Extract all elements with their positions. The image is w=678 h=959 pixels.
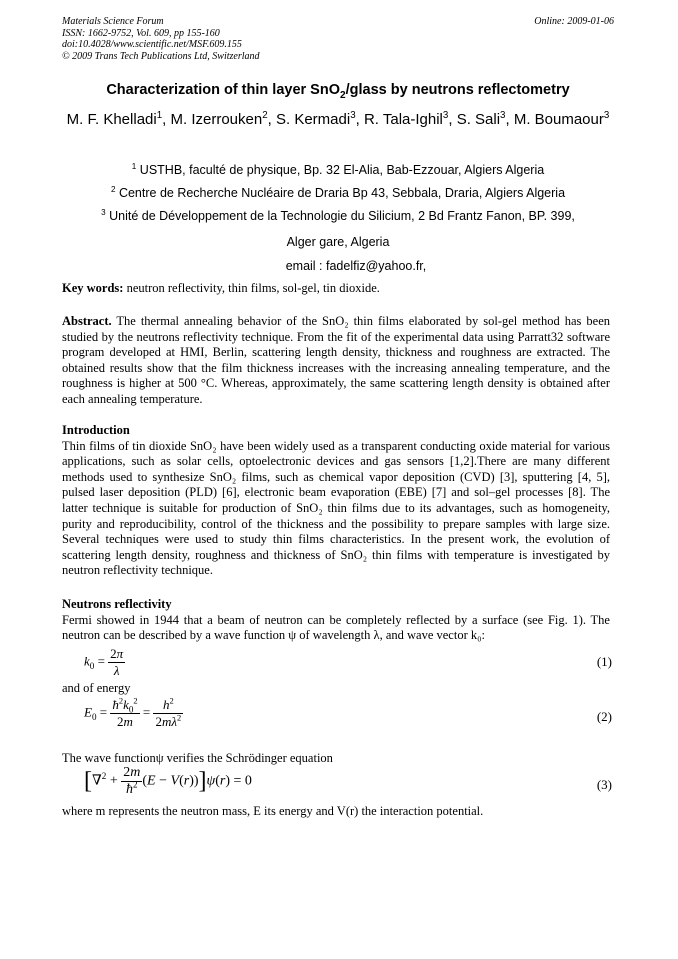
author: M. Izerrouken$^2$, — [170, 110, 276, 128]
author: M. F. Khelladi$^1$, — [66, 110, 171, 128]
affiliation-1: $^1$ USTHB, faculté de physique, Bp. 32 El-Alia, Bab-Ezzouar, Algiers Algeria — [131, 161, 545, 177]
introduction-section — [62, 423, 610, 579]
journal-name: Materials Science Forum — [62, 16, 164, 27]
abstract — [62, 314, 610, 408]
journal-issn: ISSN: 1662-9752, Vol. 609, pp 155-160 — [62, 27, 220, 39]
affiliation-3-continued: Alger gare, Algeria — [286, 235, 390, 249]
keywords-label: Key words: — [62, 281, 124, 295]
neutrons-reflectivity-text: Fermi showed in 1944 that a beam of neutron can be completely reflected by a surface (see Fig. 1). The neutron can be described by a wave function ψ of wavelength λ, and wave vector k₀: — [62, 612, 610, 643]
equation-number: (3) — [596, 777, 612, 792]
schrodinger-text: The wave functionψ verifies the Schrödinger equation — [62, 751, 333, 765]
title-text-end: /glass by neutrons reflectometry — [345, 82, 570, 98]
journal-copyright: © 2009 Trans Tech Publications Ltd, Switzerland — [62, 50, 260, 62]
equation-number: (1) — [596, 654, 612, 669]
author: R. Tala-Ighil$^3$, — [363, 110, 457, 128]
equation-number: (2) — [596, 709, 612, 724]
introduction-heading: Introduction — [62, 423, 130, 437]
title-subscript: 2 — [340, 89, 346, 101]
journal-header — [62, 16, 614, 62]
author: S. Kermadi$^3$, — [275, 110, 364, 128]
neutrons-reflectivity-section — [62, 597, 610, 644]
author: M. Boumaour$^3$ — [513, 110, 610, 128]
online-date: Online: 2009-01-06 — [534, 16, 614, 27]
and-energy-text: and of energy — [62, 681, 131, 695]
abstract-label: Abstract. — [62, 314, 112, 328]
contact-email: email : fadelfiz@yahoo.fr, — [285, 259, 427, 273]
title-text: Characterization of thin layer SnO — [106, 82, 340, 98]
affiliation-3: $^3$ Unité de Développement de la Technologie du Silicium, 2 Bd Frantz Fanon, BP. 399, — [101, 207, 575, 223]
journal-doi: doi:10.4028/www.scientific.net/MSF.609.155 — [62, 39, 242, 50]
where-text: where m represents the neutron mass, E its energy and V(r) the interaction potential. — [62, 804, 484, 818]
paper-title — [62, 82, 614, 101]
author-list — [62, 106, 614, 133]
affiliation-2: $^2$ Centre de Recherche Nucléaire de Draria Bp 43, Sebbala, Draria, Algiers Algeria — [110, 184, 566, 200]
author: S. Sali$^3$, — [456, 110, 514, 128]
abstract-text: The thermal annealing behavior of the SnO₂ thin films elaborated by sol-gel method has been studied by the neutrons reflectivity technique. From the fit of the experimental data using Parratt32 software program developed at HMI, Berlin, scattering length density, thickness and roughness are extracted. The obtained results show that the film thickness increases with the increasing annealing temperature, and the roughness is higher at 500 °C. Whereas, approximately, the same scattering length density is obtained after each annealing temperature. — [62, 314, 610, 406]
keywords — [62, 281, 614, 296]
neutrons-reflectivity-heading: Neutrons reflectivity — [62, 597, 172, 611]
paper-page: Materials Science Forum ISSN: 1662-9752, Vol. 609, pp 155-160 doi:10.4028/www.scientific.net/MSF.609.155 © 2009 Trans Tech Publications Ltd, Switzerland Online: 2009-01-06 Characterization of thin layer SnO$_2$/glass by neutrons reflectometry M. F. Khelladi$^1$, M. Izerrouken$^2$, S. Kermadi$^3$, R. Tala-Ighil$^3$, S. Sali$^3$, M. Boumaour$^3$ $^1$ USTHB, faculté de physique, Bp. 32 El-Alia, Bab-Ezzouar, Algiers Algeria $^2$ Centre de Recherche Nucléaire de Draria Bp 43, Sebbala, Draria, Algiers Algeria $^3$ Unité de Développement de la Technologie du Silicium, 2 Bd Frantz Fanon, BP. 399, Alger gare, Algeria email : fadelfiz@yahoo.fr, Key words: neutron reflectivity, thin films, sol-gel, tin dioxide. Abstract. The thermal annealing behavior of the SnO₂ thin films elaborated by sol-gel method has been studied by the neutrons reflectivity technique. From the fit of the experimental data using Parratt32 software program developed at HMI, Berlin, scattering length density, thickness and roughness are extracted. The obtained results show that the film thickness increases with the increasing annealing temperature, and the roughness is higher at 500 °C. Whereas, approximately, the same scattering length density is obtained after each annealing temperature. Introduction Thin films of tin dioxide SnO₂ have been widely used as a transparent conducting oxide material for various applications, such as solar cells, optoelectronic devices and gas sensors [1,2].There are many different methods used to synthesize SnO₂ films, such as chemical vapor deposition (CVD) [3], sputtering [4, 5], pulsed laser deposition (PLD) [6], electronic beam evaporation (EBE) [7] and sol–gel processes [8]. The latter technique is suitable for production of SnO₂ thin films due to its advantages, such as homogeneity, purity and reproducibility, control of the thickness and the possibility to prepare samples with large size. Several techniques were used to study thin films characteristics. In the present work, the evolution of scattering length density, roughness and thickness of SnO₂ thin films with temperature is investigated by neutron reflectivity technique. Neutrons reflectivity Fermi showed in 1944 that a beam of neutron can be completely reflected by a surface (see Fig. 1). The neutron can be described by a wave function ψ of wavelength λ, and wave vector k₀: $k_0$ = $\frac{2\pi}{\lambda}$ (1) and of energy $E_0$ = $\frac{ħ^2k_0^2}{2m}$ = $\frac{h^2}{2m\lambda^2}$ (2) The wave functionψ verifies the Schrödinger equation [∇$^2$ + $\frac{2m}{ħ^2}$ (E − V(r))]ψ(r) = 0 (3) where m represents the neutron mass, E its energy and V(r) the interaction potential. — [0, 0, 678, 959]
introduction-text: Thin films of tin dioxide SnO₂ have been widely used as a transparent conducting oxide material for various applications, such as solar cells, optoelectronic devices and gas sensors [1,2].There are many different methods used to synthesize SnO₂ films, such as chemical vapor deposition (CVD) [3], sputtering [4, 5], pulsed laser deposition (PLD) [6], electronic beam evaporation (EBE) [7] and sol–gel processes [8]. The latter technique is suitable for production of SnO₂ thin films due to its advantages, such as homogeneity, purity and reproducibility, control of the thickness and the possibility to prepare samples with large size. Several techniques were used to study thin films characteristics. In the present work, the evolution of scattering length density, roughness and thickness of SnO₂ thin films with temperature is investigated by neutron reflectivity technique. — [62, 438, 610, 578]
keywords-text: neutron reflectivity, thin films, sol-gel, tin dioxide. — [123, 281, 380, 295]
